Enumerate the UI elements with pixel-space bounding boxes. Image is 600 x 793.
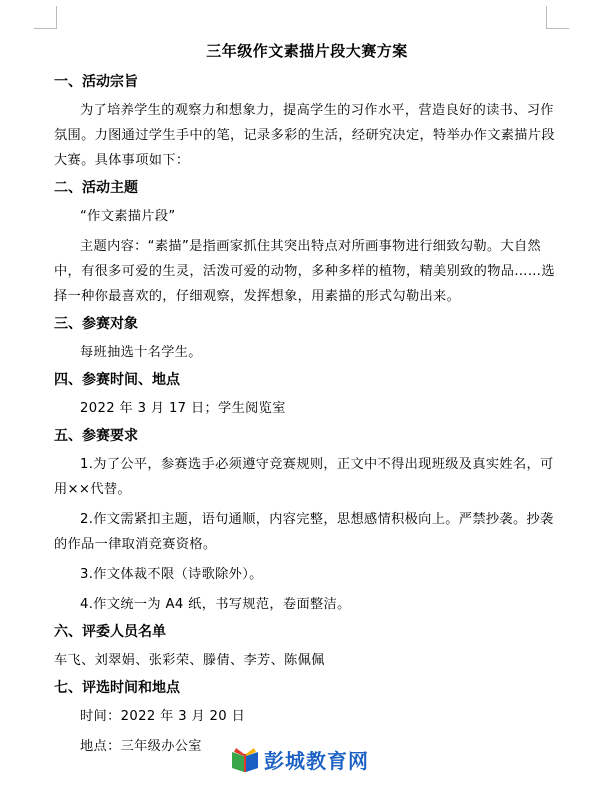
crop-mark-top-left xyxy=(34,6,57,29)
section-heading: 五、参赛要求 xyxy=(54,428,138,444)
section-heading: 七、评选时间和地点 xyxy=(54,680,180,696)
judges-list: 车飞、刘翠娟、张彩荣、滕倩、李芳、陈佩佩 xyxy=(54,653,325,668)
section-paragraph: 为了培养学生的观察力和想象力，提高学生的习作水平，营造良好的读书、习作氛围。力图通过学生手中的笔，记录多彩的生活，经研究决定，特举办作文素描片段大赛。具体事项如下： xyxy=(54,103,555,168)
section-heading: 三、参赛对象 xyxy=(54,316,138,332)
requirement-item: 2.作文需紧扣主题，语句通顺，内容完整，思想感情积极向上。严禁抄袭。抄袭的作品一律取消竞赛资格。 xyxy=(54,512,554,552)
section-heading: 二、活动主题 xyxy=(54,180,138,196)
section-heading: 四、参赛时间、地点 xyxy=(54,372,180,388)
section-judges xyxy=(54,622,560,673)
section-theme xyxy=(54,178,560,309)
section-purpose xyxy=(54,72,560,173)
evaluation-place: 地点：三年级办公室 xyxy=(80,739,202,754)
section-paragraph: 主题内容：“素描”是指画家抓住其突出特点对所画事物进行细致勾勒。大自然中，有很多可爱的生灵，活泼可爱的动物，多种多样的植物，精美别致的物品……选择一种你最喜欢的，仔细观察，发挥想象，用素描的形式勾勒出来。 xyxy=(54,239,555,304)
section-requirements xyxy=(54,426,560,617)
section-paragraph: “作文素描片段” xyxy=(80,209,176,224)
section-paragraph: 每班抽选十名学生。 xyxy=(80,345,202,360)
section-time-place xyxy=(54,370,560,421)
requirement-item: 4.作文统一为 A4 纸，书写规范，卷面整洁。 xyxy=(80,597,351,612)
watermark-text: 彭城教育网 xyxy=(264,748,369,773)
section-participants xyxy=(54,314,560,365)
requirement-item: 3.作文体裁不限（诗歌除外）。 xyxy=(80,567,263,582)
document-title: 三年级作文素描片段大赛方案 xyxy=(206,42,408,60)
section-paragraph: 2022 年 3 月 17 日；学生阅览室 xyxy=(80,401,286,416)
section-heading: 六、评委人员名单 xyxy=(54,624,166,640)
evaluation-time: 时间：2022 年 3 月 20 日 xyxy=(80,709,246,724)
watermark-logo xyxy=(230,742,369,776)
crop-mark-top-right xyxy=(546,6,569,29)
book-icon xyxy=(230,744,260,774)
section-heading: 一、活动宗旨 xyxy=(54,74,138,90)
document-body xyxy=(54,40,560,764)
requirement-item: 1.为了公平，参赛选手必须遵守竞赛规则，正文中不得出现班级及真实姓名，可用××代替。 xyxy=(54,457,554,497)
